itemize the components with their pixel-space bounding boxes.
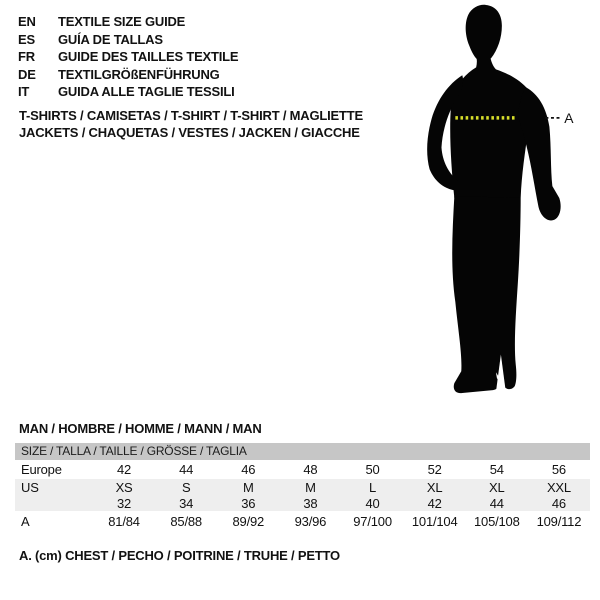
size-cell: XL: [426, 479, 443, 495]
row-label: Europe: [21, 462, 62, 477]
size-cell: 32: [117, 495, 132, 511]
size-cell: S: [181, 479, 191, 495]
language-code: DE: [18, 66, 36, 82]
language-list: [18, 13, 238, 101]
table-row-europe: [15, 460, 590, 479]
size-table: [15, 443, 590, 531]
language-code: EN: [18, 14, 36, 29]
size-cell: 46: [241, 462, 256, 477]
language-label: TEXTILGRÖßENFÜHRUNG: [58, 66, 220, 82]
language-code: IT: [18, 84, 30, 99]
language-row-en: [18, 13, 238, 31]
size-table-header: SIZE / TALLA / TAILLE / GRÖSSE / TAGLIA: [15, 443, 590, 460]
category-line-jackets: JACKETS / CHAQUETAS / VESTES / JACKEN / GIACCHE: [19, 125, 360, 140]
table-row-us-numbers: [15, 495, 590, 511]
language-row-fr: [18, 48, 238, 66]
size-cell: 40: [365, 495, 380, 511]
language-row-de: [18, 66, 238, 84]
size-cell: XS: [115, 479, 133, 495]
silhouette-head: [466, 5, 502, 60]
silhouette-legs: [452, 196, 520, 393]
measurement-footnote: A. (cm) CHEST / PECHO / POITRINE / TRUHE / PETTO: [19, 548, 340, 563]
size-cell: 44: [179, 462, 194, 477]
size-cell: 93/96: [294, 513, 327, 529]
size-cell: 48: [303, 462, 318, 477]
size-cell: 56: [551, 462, 566, 477]
size-cell: 34: [179, 495, 194, 511]
size-cell: XXL: [546, 479, 571, 495]
size-cell: 36: [241, 495, 256, 511]
man-figure: [400, 2, 578, 398]
size-cell: 109/112: [536, 513, 582, 529]
language-label: GUIDA ALLE TAGLIE TESSILI: [58, 84, 235, 99]
size-cell: 89/92: [232, 513, 265, 529]
table-row-us-letters: [15, 479, 590, 495]
garment-categories: [19, 107, 363, 141]
size-cell: 44: [489, 495, 504, 511]
category-line-tshirts: T-SHIRTS / CAMISETAS / T-SHIRT / T-SHIRT / MAGLIETTE: [19, 108, 363, 123]
language-row-es: [18, 31, 238, 49]
size-cell: 46: [551, 495, 566, 511]
section-title-man: MAN / HOMBRE / HOMME / MANN / MAN: [19, 421, 262, 436]
row-label: US: [21, 479, 39, 495]
row-label: A: [21, 513, 30, 529]
size-cell: 105/108: [474, 513, 520, 529]
size-cell: 101/104: [411, 513, 458, 529]
language-label: GUÍA DE TALLAS: [58, 31, 163, 47]
language-label: TEXTILE SIZE GUIDE: [58, 14, 186, 29]
size-cell: 42: [117, 462, 132, 477]
size-cell: 38: [303, 495, 318, 511]
language-code: ES: [18, 31, 35, 47]
size-cell: XL: [489, 479, 505, 495]
size-cell: 85/88: [170, 513, 202, 529]
size-cell: M: [242, 479, 254, 495]
table-row-chest-cm: [15, 511, 590, 531]
measure-label-a: A: [564, 109, 574, 126]
size-cell: 81/84: [108, 513, 140, 529]
man-silhouette-svg: [400, 2, 578, 398]
size-cell: 42: [427, 495, 442, 511]
size-cell: 54: [489, 462, 504, 477]
size-cell: 52: [427, 462, 442, 477]
size-cell: 50: [365, 462, 380, 477]
language-code: FR: [18, 49, 35, 64]
language-row-it: [18, 83, 238, 101]
size-cell: L: [369, 479, 377, 495]
man-silhouette: [427, 5, 560, 393]
language-label: GUIDE DES TAILLES TEXTILE: [58, 49, 239, 64]
size-cell: 97/100: [353, 513, 392, 529]
size-cell: M: [305, 479, 316, 495]
